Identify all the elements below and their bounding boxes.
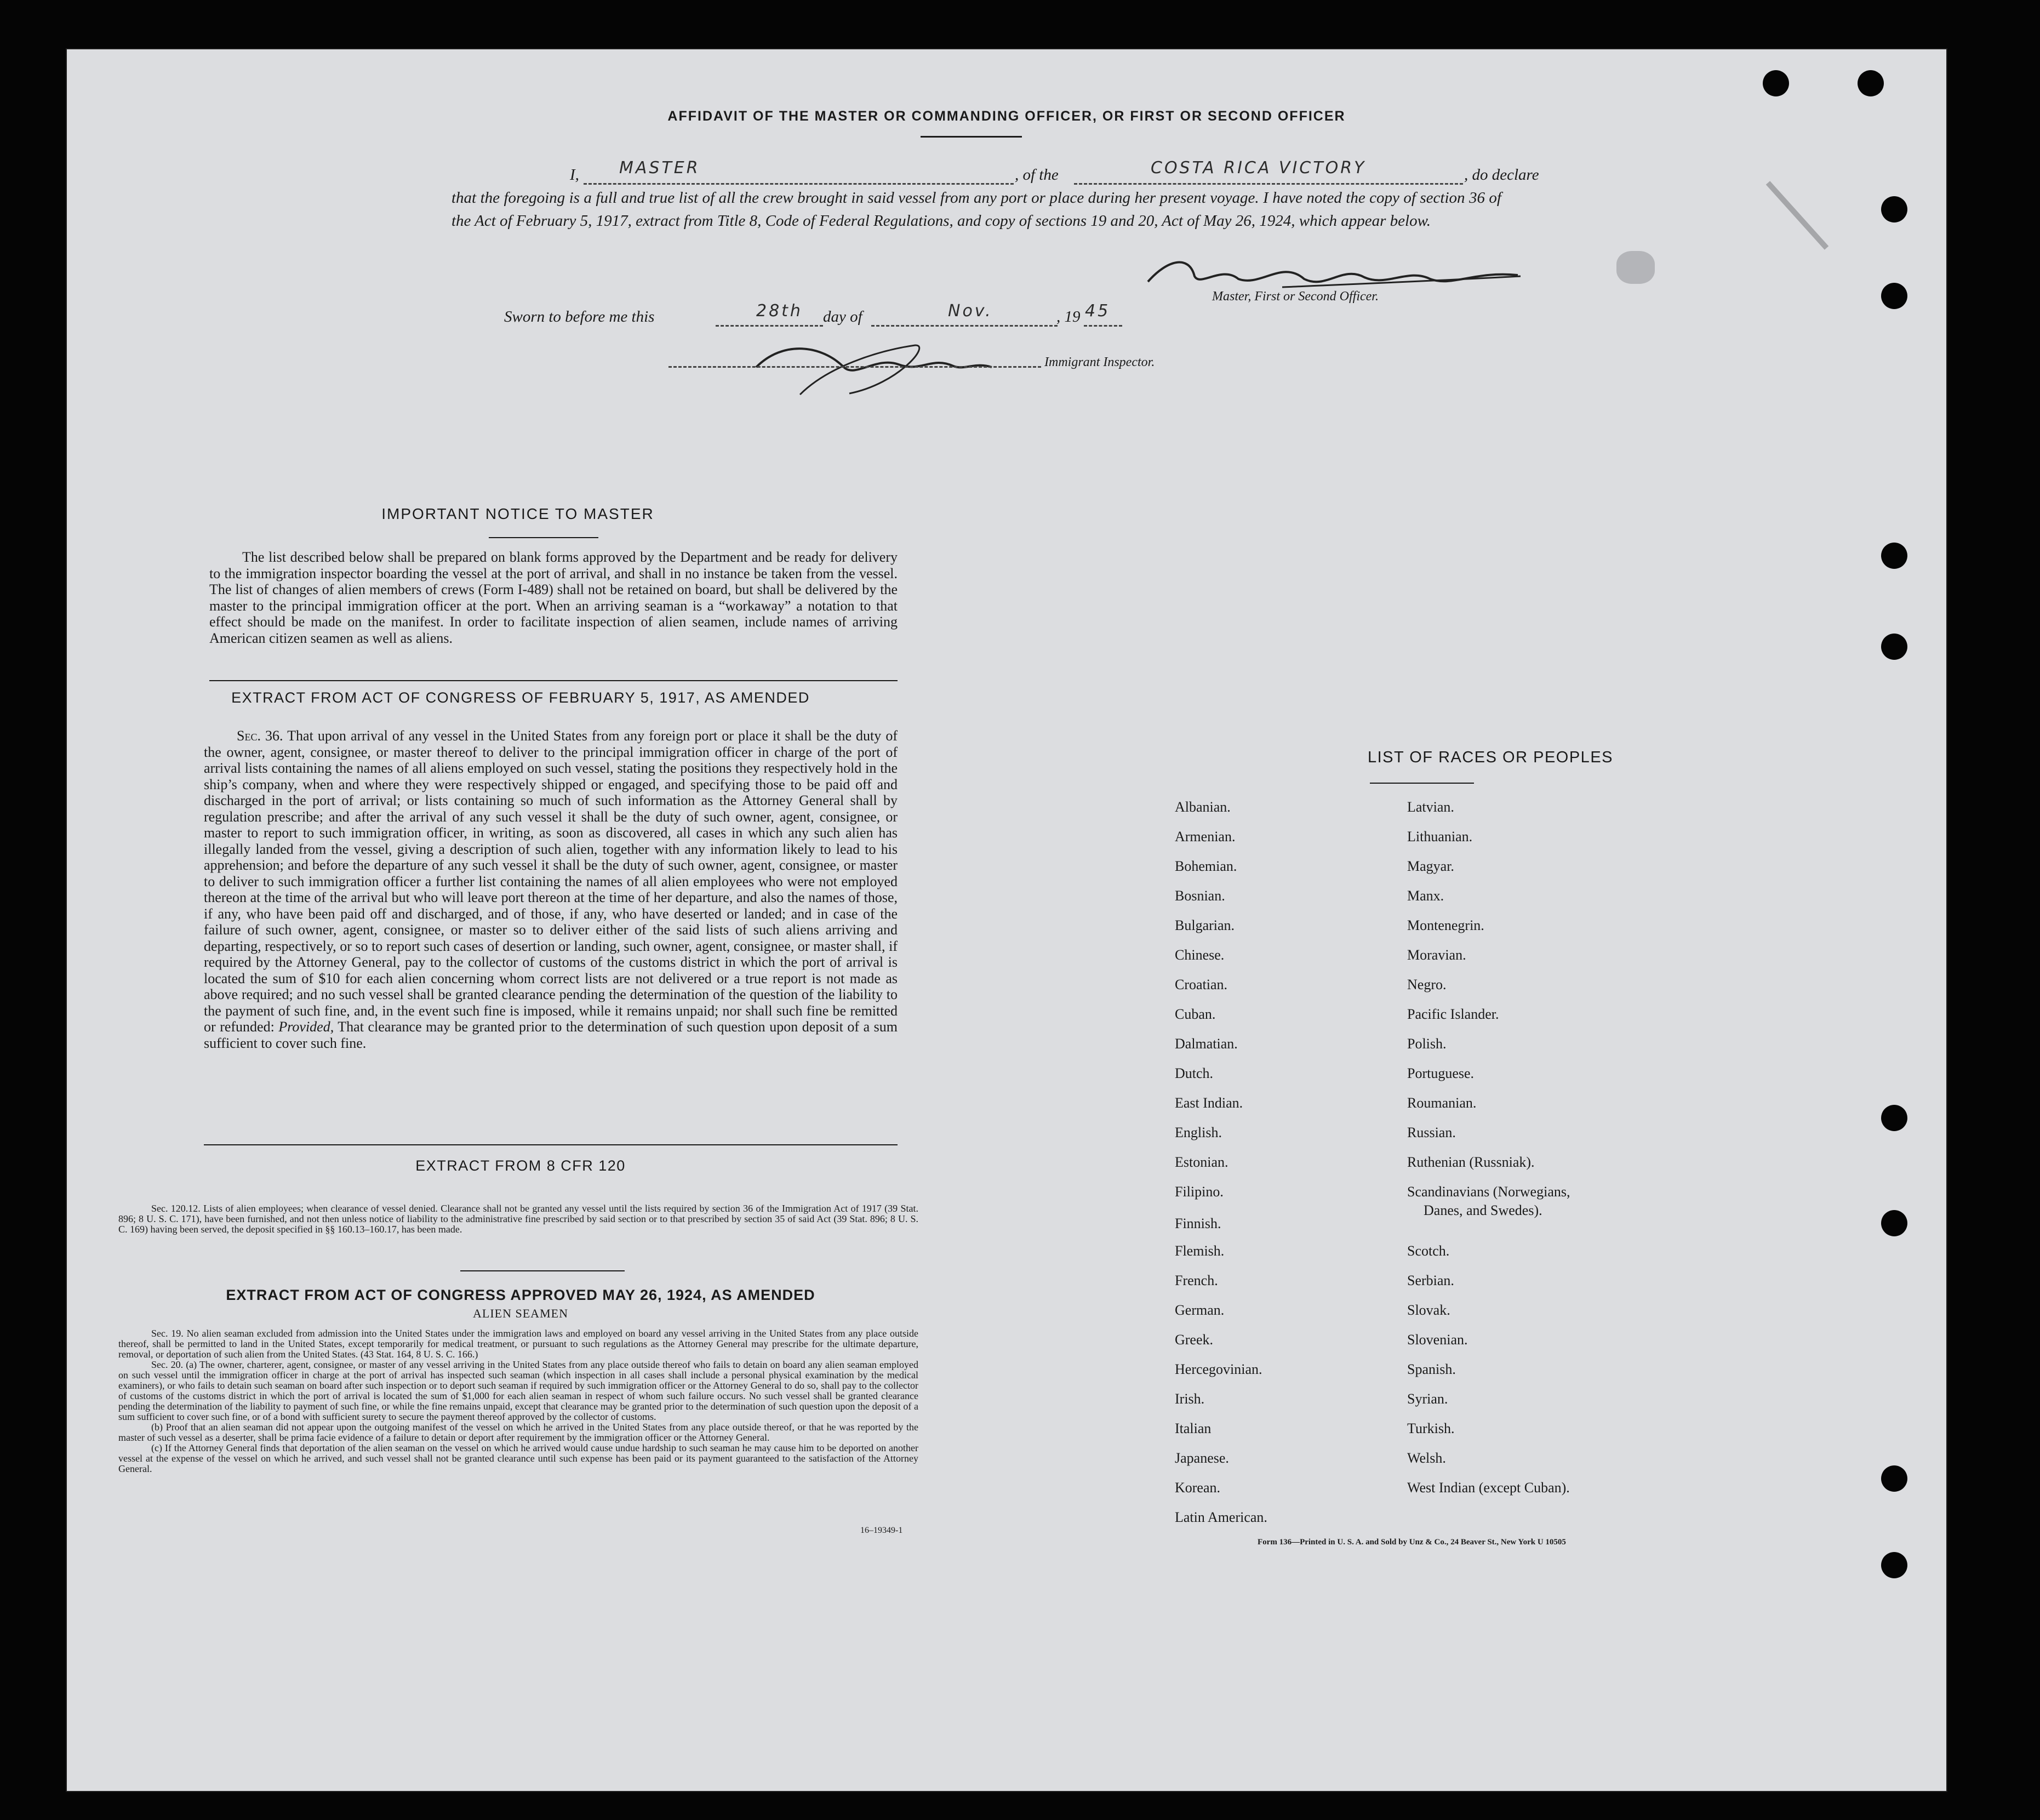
extract1924-title: EXTRACT FROM ACT OF CONGRESS APPROVED MAY 26, 1924, AS AMENDED [226, 1287, 815, 1303]
document-page [66, 48, 1947, 1792]
binder-hole [1763, 70, 1789, 96]
cfr-top-rule [204, 1144, 898, 1145]
sec19-text: Sec. 19. No alien seaman excluded from admission into the United States under the immigration laws and employed on board any vessel arriving in the United States from any place outside thereof, shall be permitted to land in the United States, except temporarily for medical treatment, or pursuant to such regulations as the Attorney General may prescribe for the ultimate departure, removal, or deportation of such alien from the United States. (43 Stat. 164, 8 U. S. C. 166.) [118, 1328, 918, 1360]
race-item: Slovenian. [1407, 1332, 1468, 1348]
sec36-text-a: That upon arrival of any vessel in the United States from any foreign port or place it shall be the duty of the owner, agent, consignee, or master thereof to deliver to the principal immigration officer in charge of the port of arrival lists containing the names of all aliens employed on such vessel, stating the positions they respectively hold in the ship’s company, when and where they were respectively shipped or engaged, and specifying those to be paid off and discharged in the port of arrival; or lists containing so much of such information as the Attorney General shall by regulation prescribe; and after the arrival of any such vessel it shall be the duty of such owner, agent, consignee, or master to report to such immigration officer, in writing, as soon as discovered, all cases in which any such alien has illegally landed from the vessel, giving a description of such alien, together with any information likely to lead to his apprehension; and before the departure of any such vessel it shall be the duty of such owner, agent, consignee, or master to deliver to such immigration officer a further list containing the names of all alien employees who were not employed thereon at the time of the arrival but who will leave port thereon at the time of her departure, and also the names of those, if any, who have been paid off and discharged, and of those, if any, who have deserted or landed; and in case of the failure of such owner, agent, consignee, or master so to deliver either of the said lists of such aliens arriving and departing, respectively, or so to report such cases of desertion or landing, such owner, agent, consignee, or master shall, if required by the Attorney General, pay to the collector of customs of the customs district in which the port of arrival is located the sum of $10 for each alien concerning whom correct lists are not delivered or a true report is not made as above required; and no such vessel shall be granted clearance pending the determination of the question of the liability to the payment of such fine, and, in the event such fine is imposed, while it remains unpaid; nor shall such fine be remitted or refunded: [204, 728, 898, 1035]
sworn-day-of: day of [823, 308, 862, 326]
sworn-month-handwritten: Nov. [948, 301, 993, 321]
month-fill-line [871, 325, 1058, 327]
race-scandinavians-line2: Danes, and Swedes). [1424, 1202, 1542, 1218]
inspector-fill-line [668, 366, 1041, 368]
race-item: Syrian. [1407, 1391, 1448, 1407]
extract1924-footer-code: 16–19349-1 [860, 1526, 903, 1535]
scan-streak [1766, 181, 1828, 250]
race-item: Finnish. [1175, 1216, 1221, 1231]
race-item: Korean. [1175, 1480, 1221, 1496]
race-item: Negro. [1407, 977, 1447, 992]
affidavit-line1-prefix: I, [570, 166, 579, 184]
race-item: Slovak. [1407, 1302, 1450, 1318]
affidavit-line1-suffix: , do declare [1464, 166, 1539, 184]
sec36-text-b: That clearance may be granted prior to the determination of such question upon deposit of a sum sufficient to cover such fine. [204, 1019, 898, 1051]
extract1917-title: EXTRACT FROM ACT OF CONGRESS OF FEBRUARY 5, 1917, AS AMENDED [231, 689, 810, 706]
master-signature-caption: Master, First or Second Officer. [1212, 289, 1379, 304]
race-item: Moravian. [1407, 947, 1466, 963]
binder-hole [1881, 1105, 1907, 1131]
sec36-label: Sec. 36. [237, 728, 283, 744]
race-item: Armenian. [1175, 829, 1236, 845]
extract1917-rule [209, 680, 898, 681]
race-item: French. [1175, 1273, 1218, 1288]
races-title: LIST OF RACES OR PEOPLES [1367, 749, 1614, 766]
binder-hole [1881, 196, 1907, 222]
sworn-line [504, 301, 1271, 330]
race-item: East Indian. [1175, 1095, 1243, 1111]
race-item: Dutch. [1175, 1065, 1214, 1081]
form-footer: Form 136—Printed in U. S. A. and Sold by Unz & Co., 24 Beaver St., New York U 10505 [1258, 1538, 1566, 1547]
race-item: English. [1175, 1125, 1222, 1140]
affidavit-line1 [504, 158, 1562, 188]
race-item: West Indian (except Cuban). [1407, 1480, 1570, 1496]
race-item: Turkish. [1407, 1420, 1455, 1436]
race-item: Welsh. [1407, 1450, 1446, 1466]
race-item: Japanese. [1175, 1450, 1229, 1466]
race-item: Manx. [1407, 888, 1444, 904]
race-item: Montenegrin. [1407, 917, 1484, 933]
race-item: Flemish. [1175, 1243, 1225, 1259]
affidavit-title: AFFIDAVIT OF THE MASTER OR COMMANDING OFFICER, OR FIRST OR SECOND OFFICER [667, 109, 1346, 124]
race-item: Russian. [1407, 1125, 1456, 1140]
race-item: Serbian. [1407, 1273, 1454, 1288]
sec20a-text: Sec. 20. (a) The owner, charterer, agent, consignee, or master of any vessel arriving in the United States from any place outside thereof who fails to detain on board any alien seaman employed on such vessel until the immigration officer in charge at the port of arrival has inspected such seaman (which inspection in all cases shall include a personal physical examination by the medical examiners), or who fails to detain such seaman on board after such inspection or to deport such seaman if required by such immigration officer or the Attorney General to do so, shall pay to the collector of customs of the customs district in which the port of arrival is located the sum of $1,000 for each alien seaman in respect of whom such failure occurs. No such vessel shall be granted clearance pending the determination of the liability to payment of such fine, or while the fine remains unpaid, except that clearance may be granted prior to the determination of such question upon the deposit of a sum sufficient to cover such fine, or of a bond with sufficient surety to secure the payment thereof approved by the collector of customs. [118, 1359, 918, 1422]
race-item: Latvian. [1407, 799, 1454, 815]
race-item: Italian [1175, 1420, 1212, 1436]
notice-title: IMPORTANT NOTICE TO MASTER [381, 505, 654, 522]
race-item: Croatian. [1175, 977, 1228, 992]
inspector-caption: Immigrant Inspector. [1044, 355, 1155, 369]
vessel-name-handwritten: COSTA RICA VICTORY [1151, 158, 1367, 178]
race-item: Latin American. [1175, 1509, 1267, 1525]
race-item: Magyar. [1407, 858, 1454, 874]
name-fill-line [584, 183, 1014, 185]
race-item: Greek. [1175, 1332, 1214, 1348]
race-item: Bulgarian. [1175, 917, 1235, 933]
race-item: Bohemian. [1175, 858, 1237, 874]
extract1924-subtitle: ALIEN SEAMEN [473, 1306, 568, 1320]
sec20c-text: (c) If the Attorney General finds that deportation of the alien seaman on the vessel on which he arrived would cause undue hardship to such seaman he may cause him to be deported on another vessel at the expense of the vessel on which he arrived, and such vessel shall not be granted clearance until such expense has been paid or its payment guaranteed to the satisfaction of the Attorney General. [118, 1442, 918, 1474]
sworn-prefix: Sworn to before me this [504, 308, 655, 326]
races-rule [1370, 783, 1474, 784]
race-item: Estonian. [1175, 1154, 1228, 1170]
binder-hole [1881, 283, 1907, 309]
race-item: Polish. [1407, 1036, 1447, 1052]
race-item: Roumanian. [1407, 1095, 1477, 1111]
race-item: Scandinavians (Norwegians, [1407, 1184, 1570, 1200]
scan-smudge [1616, 251, 1655, 284]
binder-hole [1858, 70, 1884, 96]
race-item: Ruthenian (Russniak). [1407, 1154, 1535, 1170]
race-item: Chinese. [1175, 947, 1225, 963]
affidavit-body: that the foregoing is a full and true list of all the crew brought in said vessel from any port or place during her present voyage. I have noted the copy of section 36 of the Act of February 5, 1917, extract from Title 8, Code of Federal Regulations, and copy of sections 19 and 20, Act of May 26, 1924, which appear below. [452, 189, 1501, 230]
crew-position-handwritten: MASTER [619, 158, 700, 178]
race-item: Lithuanian. [1407, 829, 1473, 845]
race-item: Spanish. [1407, 1361, 1456, 1377]
race-item: Albanian. [1175, 799, 1231, 815]
binder-hole [1881, 543, 1907, 569]
year-fill-line [1084, 325, 1122, 327]
binder-hole [1881, 634, 1907, 660]
cfr-body: Sec. 120.12. Lists of alien employees; when clearance of vessel denied. Clearance shall not be granted any vessel until the lists required by section 36 of the Immigration Act of 1917 (39 Stat. 896; 8 U. S. C. 171), have been furnished, and not then unless notice of liability to the administrative fine prescribed by said section or to that prescribed by section 35 of said Act (39 Stat. 896; 8 U. S. C. 169) having been served, the deposit specified in §§ 160.13–160.17, has been made. [118, 1203, 918, 1235]
extract1924-body [118, 1328, 918, 1474]
race-item: Cuban. [1175, 1006, 1216, 1022]
race-item: German. [1175, 1302, 1225, 1318]
day-fill-line [716, 325, 823, 327]
binder-hole [1881, 1465, 1907, 1492]
affidavit-line1-mid: , of the [1015, 166, 1059, 184]
race-item: Bosnian. [1175, 888, 1225, 904]
sworn-day-handwritten: 28th [756, 301, 803, 321]
title-rule [921, 136, 1022, 138]
extract1917-body [204, 728, 898, 1051]
sworn-year-prefix: , 19 [1056, 308, 1081, 326]
extract1924-top-rule [460, 1270, 625, 1271]
notice-body: The list described below shall be prepared on blank forms approved by the Department and be ready for delivery to the immigration inspector boarding the vessel at the port of arrival, and shall in no instance be taken from the vessel. The list of changes of alien members of crews (Form I-489) shall not be retained on board, but shall be delivered by the master to the principal immigration officer at the port. When an arriving seaman is a “workaway” a notation to that effect should be made on the manifest. In order to facilitate inspection of alien seamen, include names of arriving American citizen seamen as well as aliens. [209, 549, 898, 646]
sworn-year-handwritten: 45 [1085, 301, 1111, 321]
binder-hole [1881, 1210, 1907, 1236]
race-item: Dalmatian. [1175, 1036, 1238, 1052]
race-item: Irish. [1175, 1391, 1205, 1407]
sec36-provided: Provided, [278, 1019, 334, 1035]
sec20b-text: (b) Proof that an alien seaman did not appear upon the outgoing manifest of the vessel on which he arrived in the United States from any place outside thereof, or that he was reported by the master of such vessel as a deserter, shall be prima facie evidence of a failure to detain or deport after requirement by the immigration officer or the Attorney General. [118, 1422, 918, 1443]
race-item: Scotch. [1407, 1243, 1450, 1259]
vessel-fill-line [1074, 183, 1463, 185]
race-item: Portuguese. [1407, 1065, 1475, 1081]
binder-hole [1881, 1552, 1907, 1578]
race-item: Filipino. [1175, 1184, 1224, 1200]
race-item: Pacific Islander. [1407, 1006, 1499, 1022]
race-item: Hercegovinian. [1175, 1361, 1262, 1377]
cfr-title: EXTRACT FROM 8 CFR 120 [415, 1157, 626, 1174]
notice-rule [489, 537, 598, 538]
